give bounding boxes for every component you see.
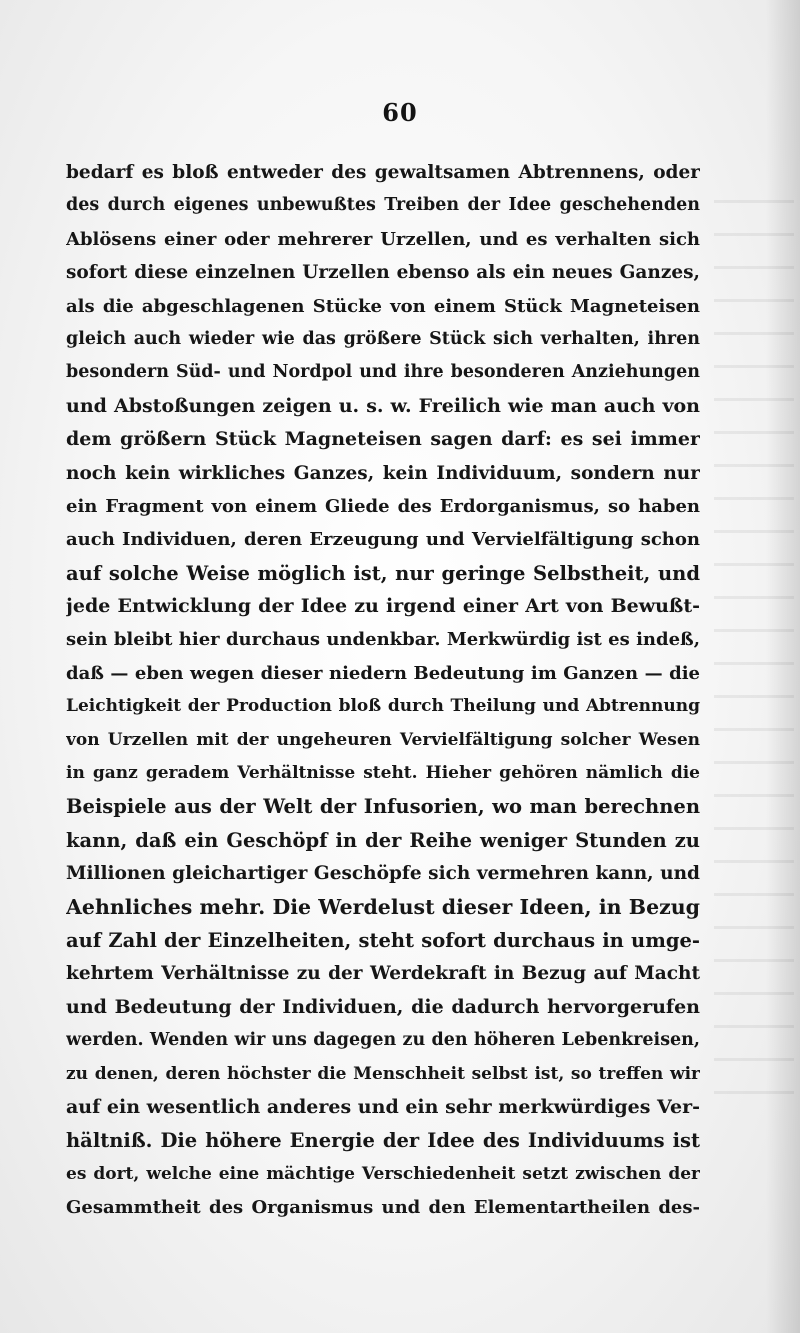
text-line: des durch eigenes unbewußtes Treiben der Idee geschehenden (66, 195, 700, 216)
text-line: von Urzellen mit der ungeheuren Vervielfältigung solcher Wesen (66, 729, 700, 750)
text-line: daß — eben wegen dieser niedern Bedeutung im Ganzen — die (66, 662, 700, 684)
text-line: noch kein wirkliches Ganzes, kein Individuum, sondern nur (66, 462, 700, 484)
text-line: und Bedeutung der Individuen, die dadurch hervorgerufen (66, 995, 700, 1018)
text-line: hältniß. Die höhere Energie der Idee des Individuums ist (66, 1129, 700, 1153)
text-line: Beispiele aus der Welt der Infusorien, wo man berechnen (66, 795, 700, 819)
text-line: Gesammtheit des Organismus und den Elementartheilen des- (66, 1197, 700, 1219)
text-line: auf solche Weise möglich ist, nur geringe Selbstheit, und (66, 561, 700, 585)
text-line: Millionen gleichartiger Geschöpfe sich vermehren kann, und (66, 863, 700, 885)
text-line: kehrtem Verhältnisse zu der Werdekraft in Bezug auf Macht (66, 963, 700, 985)
text-line: es dort, welche eine mächtige Verschiedenheit setzt zwischen der (66, 1163, 700, 1184)
text-line: bedarf es bloß entweder des gewaltsamen Abtrennens, oder (66, 162, 700, 183)
page-number: 60 (382, 98, 418, 127)
body-text (66, 156, 700, 1225)
page-edge-shadow (766, 0, 800, 1333)
text-line: besondern Süd- und Nordpol und ihre besonderen Anziehungen (66, 362, 700, 383)
text-line: dem größern Stück Magneteisen sagen darf: es sei immer (66, 428, 700, 451)
text-line: sein bleibt hier durchaus undenkbar. Merkwürdig ist es indeß, (66, 629, 700, 651)
text-line: zu denen, deren höchster die Menschheit selbst ist, so treffen wir (66, 1063, 700, 1084)
text-line: jede Entwicklung der Idee zu irgend einer Art von Bewußt- (66, 595, 700, 618)
text-line: auf ein wesentlich anderes und ein sehr merkwürdiges Ver- (66, 1095, 700, 1118)
text-line: ein Fragment von einem Gliede des Erdorganismus, so haben (66, 495, 700, 517)
text-line: als die abgeschlagenen Stücke von einem Stück Magneteisen (66, 295, 700, 317)
text-line: Leichtigkeit der Production bloß durch Theilung und Abtrennung (66, 696, 700, 717)
text-line: in ganz geradem Verhältnisse steht. Hieher gehören nämlich die (66, 763, 700, 784)
text-line: Aehnliches mehr. Die Werdelust dieser Ideen, in Bezug (66, 894, 700, 919)
text-line: sofort diese einzelnen Urzellen ebenso als ein neues Ganzes, (66, 262, 700, 284)
text-line: auch Individuen, deren Erzeugung und Vervielfältigung schon (66, 529, 700, 551)
text-line: und Abstoßungen zeigen u. s. w. Freilich wie man auch von (66, 394, 700, 417)
text-line: werden. Wenden wir uns dagegen zu den höheren Lebenkreisen, (66, 1030, 700, 1051)
text-line: auf Zahl der Einzelheiten, steht sofort durchaus in umge- (66, 928, 700, 952)
text-line: Ablösens einer oder mehrerer Urzellen, und es verhalten sich (66, 228, 700, 250)
text-line: gleich auch wieder wie das größere Stück sich verhalten, ihren (66, 328, 700, 349)
text-line: kann, daß ein Geschöpf in der Reihe weniger Stunden zu (66, 828, 700, 852)
